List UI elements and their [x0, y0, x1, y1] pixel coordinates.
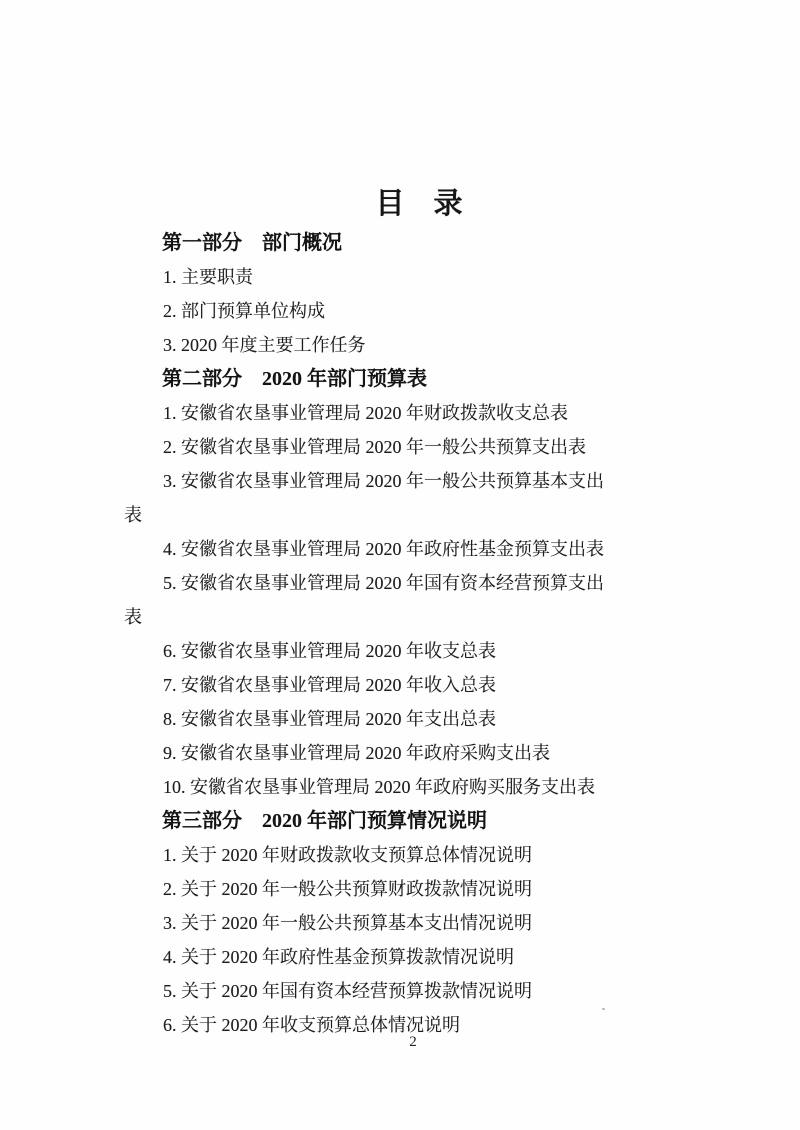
toc-entry-continuation: 表: [124, 607, 142, 627]
toc-section-heading-1: 第一部分 部门概况: [162, 232, 342, 254]
toc-entry: 6. 安徽省农垦事业管理局 2020 年收支总表: [163, 641, 496, 661]
page-title: 目 录: [375, 188, 463, 220]
toc-entry: 2. 安徽省农垦事业管理局 2020 年一般公共预算支出表: [163, 437, 586, 457]
toc-entry: 2. 部门预算单位构成: [163, 301, 325, 321]
toc-section-heading-3: 第三部分 2020 年部门预算情况说明: [162, 810, 487, 832]
toc-entry: 3. 关于 2020 年一般公共预算基本支出情况说明: [163, 913, 532, 933]
toc-entry: 7. 安徽省农垦事业管理局 2020 年收入总表: [163, 675, 496, 695]
page-number: 2: [409, 1034, 417, 1050]
toc-entry: 4. 安徽省农垦事业管理局 2020 年政府性基金预算支出表: [163, 539, 604, 559]
toc-entry: 1. 主要职责: [163, 267, 253, 287]
toc-entry: 5. 关于 2020 年国有资本经营预算拨款情况说明: [163, 981, 532, 1001]
toc-entry-continuation: 表: [124, 505, 142, 525]
table-of-contents: [124, 226, 724, 1042]
scan-speck: [602, 1008, 605, 1010]
toc-entry: 1. 安徽省农垦事业管理局 2020 年财政拨款收支总表: [163, 403, 568, 423]
toc-entry: 8. 安徽省农垦事业管理局 2020 年支出总表: [163, 709, 496, 729]
toc-entry: 4. 关于 2020 年政府性基金预算拨款情况说明: [163, 947, 514, 967]
toc-entry: 1. 关于 2020 年财政拨款收支预算总体情况说明: [163, 845, 532, 865]
toc-entry: 10. 安徽省农垦事业管理局 2020 年政府购买服务支出表: [163, 777, 595, 797]
toc-entry: 3. 安徽省农垦事业管理局 2020 年一般公共预算基本支出: [163, 471, 604, 491]
toc-entry: 5. 安徽省农垦事业管理局 2020 年国有资本经营预算支出: [163, 573, 604, 593]
toc-entry: 9. 安徽省农垦事业管理局 2020 年政府采购支出表: [163, 743, 550, 763]
toc-section-heading-2: 第二部分 2020 年部门预算表: [162, 368, 427, 390]
toc-entry: 6. 关于 2020 年收支预算总体情况说明: [163, 1015, 460, 1035]
toc-entry: 3. 2020 年度主要工作任务: [163, 335, 366, 355]
toc-entry: 2. 关于 2020 年一般公共预算财政拨款情况说明: [163, 879, 532, 899]
